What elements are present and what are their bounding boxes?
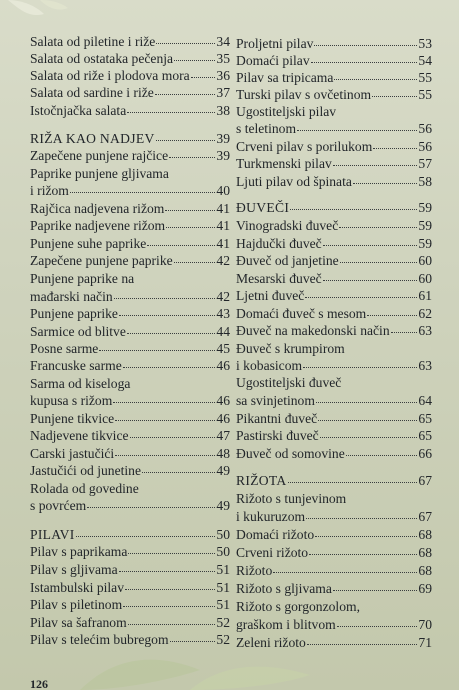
dot-leader — [320, 436, 418, 438]
dot-leader — [155, 93, 216, 95]
dot-leader — [334, 78, 417, 80]
dot-leader — [288, 481, 418, 483]
dot-leader — [303, 366, 417, 368]
toc-page-number: 50 — [216, 544, 230, 559]
toc-entry-title: Pilav s paprikama — [30, 544, 128, 559]
toc-page-number: 34 — [216, 34, 230, 49]
toc-page-number: 67 — [418, 509, 432, 524]
dot-leader — [290, 208, 417, 210]
toc-page-number: 66 — [418, 446, 432, 461]
toc-page-number: 61 — [418, 288, 432, 303]
toc-entry — [236, 411, 432, 426]
toc-page-number: 52 — [216, 632, 230, 647]
toc-page-number: 56 — [418, 139, 432, 154]
toc-page-number: 36 — [216, 68, 230, 83]
toc-entry-title: Zapečene punjene paprike — [30, 253, 173, 268]
dot-leader — [273, 571, 417, 573]
toc-entry-title: Pilav s piletinom — [30, 597, 123, 612]
dot-leader — [166, 226, 215, 228]
toc-entry-title: i kukuruzom — [236, 509, 306, 524]
toc-page-number: 49 — [216, 498, 230, 513]
toc-entry — [30, 341, 230, 356]
toc-entry — [30, 446, 230, 461]
toc-entry — [236, 139, 432, 154]
toc-entry — [236, 36, 432, 51]
toc-entry-title: Rajčica nadjevena rižom — [30, 201, 165, 216]
toc-entry — [30, 85, 230, 100]
toc-page-number: 54 — [418, 53, 432, 68]
toc-entry-title: Turkmenski pilav — [236, 156, 332, 171]
toc-entry-title: Sarmice od blitve — [30, 324, 126, 339]
toc-entry-title: Proljetni pilav — [236, 36, 314, 51]
toc-entry-title: graškom i blitvom — [236, 617, 336, 632]
toc-section-heading — [30, 527, 230, 542]
toc-entry-title: Francuske sarme — [30, 358, 122, 373]
toc-entry-title: Đuveč od janjetine — [236, 253, 339, 268]
toc-entry — [30, 481, 230, 496]
toc-entry — [30, 218, 230, 233]
dot-leader — [156, 139, 216, 141]
toc-entry-title: i rižom — [30, 183, 69, 198]
dot-leader — [123, 605, 215, 607]
toc-page-number: 39 — [216, 131, 230, 146]
toc-entry-title: Ugostiteljski đuveč — [236, 375, 342, 390]
toc-entry-title: Pilav s telećim bubregom — [30, 632, 169, 647]
toc-page-number: 43 — [216, 306, 230, 321]
dot-leader — [191, 76, 216, 78]
toc-page-number: 42 — [216, 289, 230, 304]
dot-leader — [309, 553, 417, 555]
toc-entry-title: Đuveč od somovine — [236, 446, 345, 461]
dot-leader — [128, 552, 215, 554]
dot-leader — [307, 643, 418, 645]
toc-page-number: 38 — [216, 103, 230, 118]
dot-leader — [127, 111, 215, 113]
dot-leader — [165, 209, 215, 211]
toc-entry-title: Punjene tikvice — [30, 411, 115, 426]
toc-entry-title: Pastirski đuveč — [236, 428, 319, 443]
toc-section-heading — [236, 473, 432, 488]
toc-page-number: 55 — [418, 87, 432, 102]
toc-entry — [236, 617, 432, 632]
toc-entry — [30, 358, 230, 373]
toc-page-number: 67 — [418, 473, 432, 488]
toc-entry — [30, 253, 230, 268]
toc-page-number: 59 — [418, 200, 432, 215]
toc-entry-title: Vinogradski đuveč — [236, 218, 339, 233]
toc-page-number: 48 — [216, 446, 230, 461]
dot-leader — [311, 61, 418, 63]
toc-page-number: 40 — [216, 183, 230, 198]
dot-leader — [305, 296, 417, 298]
dot-leader — [119, 314, 215, 316]
toc-section-heading — [30, 131, 230, 146]
toc-entry — [236, 509, 432, 524]
dot-leader — [113, 401, 215, 403]
dot-leader — [367, 314, 417, 316]
toc-entry-title: Crveni pilav s porilukom — [236, 139, 373, 154]
toc-entry-title: PILAVI — [30, 527, 75, 542]
toc-entry-title: Nadjevene tikvice — [30, 428, 129, 443]
toc-entry-title: Ljuti pilav od špinata — [236, 174, 352, 189]
toc-entry-title: Rižoto — [236, 563, 273, 578]
toc-entry — [236, 253, 432, 268]
toc-entry-title: RIŽA KAO NADJEV — [30, 131, 155, 146]
toc-entry — [30, 411, 230, 426]
toc-entry — [30, 544, 230, 559]
dot-leader — [142, 471, 215, 473]
toc-entry-title: Ljetni đuveč — [236, 288, 305, 303]
toc-entry-title: sa svinjetinom — [236, 393, 315, 408]
toc-entry-title: Salata od sardine i riže — [30, 85, 154, 100]
toc-page-number: 63 — [418, 358, 432, 373]
toc-entry — [30, 428, 230, 443]
toc-page-number: 41 — [216, 201, 230, 216]
page-number: 126 — [30, 677, 48, 690]
toc-entry — [30, 271, 230, 286]
toc-entry — [236, 563, 432, 578]
toc-entry-title: Đuveč na makedonski način — [236, 323, 390, 338]
dot-leader — [315, 535, 417, 537]
dot-leader — [125, 588, 215, 590]
toc-page-number: 50 — [216, 527, 230, 542]
toc-entry-title: i kobasicom — [236, 358, 303, 373]
toc-page-number: 65 — [418, 411, 432, 426]
toc-page-number: 55 — [418, 70, 432, 85]
dot-leader — [169, 156, 215, 158]
toc-page-number: 39 — [216, 148, 230, 163]
dot-leader — [130, 436, 216, 438]
toc-entry — [30, 103, 230, 118]
toc-entry — [30, 236, 230, 251]
toc-entry-title: Punjene suhe paprike — [30, 236, 147, 251]
toc-page-number: 68 — [418, 545, 432, 560]
toc-entry-title: Pilav s gljivama — [30, 562, 118, 577]
toc-entry — [236, 104, 432, 119]
dot-leader — [174, 59, 215, 61]
toc-entry — [30, 51, 230, 66]
toc-entry — [236, 271, 432, 286]
dot-leader — [76, 535, 216, 537]
toc-entry — [30, 166, 230, 181]
toc-entry-title: Sarma od kiseloga — [30, 376, 131, 391]
toc-page-number: 57 — [418, 156, 432, 171]
toc-entry — [30, 498, 230, 513]
dot-leader — [318, 419, 417, 421]
toc-entry — [236, 70, 432, 85]
toc-page-number: 46 — [216, 358, 230, 373]
toc-entry-title: Rolada od govedine — [30, 481, 139, 496]
toc-page-number: 68 — [418, 527, 432, 542]
toc-page-number: 60 — [418, 253, 432, 268]
toc-entry-title: Zeleni rižoto — [236, 635, 306, 650]
toc-page-number: 59 — [418, 218, 432, 233]
toc-page-number: 42 — [216, 253, 230, 268]
leaf-decoration-icon — [0, 0, 70, 28]
toc-entry-title: Salata od riže i plodova mora — [30, 68, 190, 83]
toc-entry — [30, 463, 230, 478]
dot-leader — [340, 261, 418, 263]
toc-entry — [30, 597, 230, 612]
dot-leader — [115, 454, 215, 456]
toc-entry-title: Ugostiteljski pilav — [236, 104, 337, 119]
toc-entry-title: Rižoto s gljivama — [236, 581, 332, 596]
toc-entry — [30, 324, 230, 339]
toc-entry-title: mađarski način — [30, 289, 113, 304]
toc-entry-title: Paprike punjene gljivama — [30, 166, 169, 181]
dot-leader — [372, 95, 417, 97]
dot-leader — [128, 623, 216, 625]
dot-leader — [119, 570, 216, 572]
dot-leader — [323, 244, 418, 246]
toc-entry — [30, 393, 230, 408]
toc-entry-title: Mesarski đuveč — [236, 271, 322, 286]
toc-entry-title: Domaći pilav — [236, 53, 310, 68]
toc-page-number: 56 — [418, 121, 432, 136]
toc-entry-title: Posne sarme — [30, 341, 99, 356]
dot-leader — [297, 129, 417, 131]
toc-entry-title: Hajdučki đuveč — [236, 236, 322, 251]
dot-leader — [87, 506, 215, 508]
dot-leader — [333, 589, 418, 591]
toc-page-number: 69 — [418, 581, 432, 596]
toc-entry — [30, 615, 230, 630]
toc-page-number: 47 — [216, 428, 230, 443]
toc-entry — [30, 148, 230, 163]
toc-entry-title: s teletinom — [236, 121, 297, 136]
dot-leader — [99, 349, 215, 351]
toc-entry-title: Salata od piletine i riže — [30, 34, 156, 49]
toc-entry-title: Jastučići od junetine — [30, 463, 141, 478]
dot-leader — [114, 297, 216, 299]
toc-entry-title: Punjene paprike — [30, 306, 118, 321]
toc-entry — [236, 236, 432, 251]
toc-page-number: 51 — [216, 597, 230, 612]
dot-leader — [170, 640, 216, 642]
dot-leader — [147, 244, 215, 246]
toc-entry-title: s povrćem — [30, 498, 87, 513]
toc-page-number: 49 — [216, 463, 230, 478]
toc-entry-title: Domaći đuveč s mesom — [236, 306, 367, 321]
toc-entry-title: Đuveč s krumpirom — [236, 341, 345, 356]
toc-entry — [236, 156, 432, 171]
dot-leader — [123, 366, 216, 368]
toc-entry-title: Istambulski pilav — [30, 580, 125, 595]
toc-entry — [30, 306, 230, 321]
toc-page-number: 60 — [418, 271, 432, 286]
dot-leader — [337, 625, 418, 627]
toc-page-number: 53 — [418, 36, 432, 51]
toc-entry — [236, 527, 432, 542]
toc-entry — [236, 288, 432, 303]
toc-entry — [236, 174, 432, 189]
toc-page-number: 41 — [216, 218, 230, 233]
toc-entry — [236, 87, 432, 102]
toc-entry-title: Domaći rižoto — [236, 527, 315, 542]
toc-entry — [30, 34, 230, 49]
toc-entry — [236, 446, 432, 461]
toc-page-number: 46 — [216, 411, 230, 426]
dot-leader — [306, 517, 417, 519]
toc-entry — [236, 53, 432, 68]
toc-entry — [236, 581, 432, 596]
toc-entry — [236, 428, 432, 443]
toc-entry-title: kupusa s rižom — [30, 393, 113, 408]
dot-leader — [70, 191, 216, 193]
toc-entry-title: Rižoto s gorgonzolom, — [236, 599, 360, 614]
toc-page-number: 65 — [418, 428, 432, 443]
toc-page-number: 58 — [418, 174, 432, 189]
dot-leader — [323, 279, 418, 281]
dot-leader — [339, 226, 417, 228]
toc-page-number: 59 — [418, 236, 432, 251]
dot-leader — [333, 164, 418, 166]
toc-page-number: 70 — [418, 617, 432, 632]
toc-entry — [236, 121, 432, 136]
toc-entry — [30, 580, 230, 595]
toc-page-number: 51 — [216, 562, 230, 577]
toc-entry-title: ĐUVEČI — [236, 200, 290, 215]
toc-entry — [30, 68, 230, 83]
toc-entry-title: Turski pilav s ovčetinom — [236, 87, 372, 102]
toc-entry-title: Istočnjačka salata — [30, 103, 127, 118]
toc-entry — [236, 358, 432, 373]
toc-entry — [30, 562, 230, 577]
toc-entry — [236, 323, 432, 338]
dot-leader — [174, 261, 216, 263]
toc-entry — [236, 491, 432, 506]
toc-entry-title: Punjene paprike na — [30, 271, 135, 286]
toc-entry-title: Zapečene punjene rajčice — [30, 148, 169, 163]
toc-entry — [236, 341, 432, 356]
toc-entry-title: Rižoto s tunjevinom — [236, 491, 347, 506]
toc-entry-title: Crveni rižoto — [236, 545, 309, 560]
toc-entry — [236, 599, 432, 614]
toc-entry — [236, 218, 432, 233]
dot-leader — [127, 332, 216, 334]
toc-entry-title: Paprike nadjevene rižom — [30, 218, 166, 233]
toc-entry — [236, 375, 432, 390]
toc-entry-title: Pikantni đuveč — [236, 411, 318, 426]
dot-leader — [316, 401, 417, 403]
dot-leader — [156, 42, 215, 44]
toc-entry — [30, 201, 230, 216]
toc-entry — [30, 632, 230, 647]
toc-entry — [236, 635, 432, 650]
toc-page-number: 37 — [216, 85, 230, 100]
dot-leader — [373, 147, 417, 149]
toc-entry — [30, 376, 230, 391]
toc-page-number: 68 — [418, 563, 432, 578]
toc-page-number: 41 — [216, 236, 230, 251]
toc-page-number: 46 — [216, 393, 230, 408]
toc-page-number: 63 — [418, 323, 432, 338]
toc-entry-title: Pilav sa šafranom — [30, 615, 127, 630]
toc-entry-title: RIŽOTA — [236, 473, 287, 488]
toc-page-number: 35 — [216, 51, 230, 66]
dot-leader — [353, 182, 418, 184]
toc-entry-title: Pilav sa tripicama — [236, 70, 334, 85]
toc-entry-title: Salata od ostataka pečenja — [30, 51, 174, 66]
toc-entry — [236, 545, 432, 560]
toc-page-number: 44 — [216, 324, 230, 339]
toc-page-number: 71 — [418, 635, 432, 650]
toc-page-number: 62 — [418, 306, 432, 321]
toc-section-heading — [236, 200, 432, 215]
toc-page-number: 45 — [216, 341, 230, 356]
dot-leader — [115, 419, 215, 421]
toc-entry — [236, 393, 432, 408]
dot-leader — [346, 454, 418, 456]
toc-page-number: 51 — [216, 580, 230, 595]
toc-entry-title: Carski jastučići — [30, 446, 115, 461]
dot-leader — [314, 44, 417, 46]
dot-leader — [391, 331, 418, 333]
toc-entry — [236, 306, 432, 321]
toc-entry — [30, 289, 230, 304]
toc-page-number: 52 — [216, 615, 230, 630]
toc-page-number: 64 — [418, 393, 432, 408]
toc-entry — [30, 183, 230, 198]
